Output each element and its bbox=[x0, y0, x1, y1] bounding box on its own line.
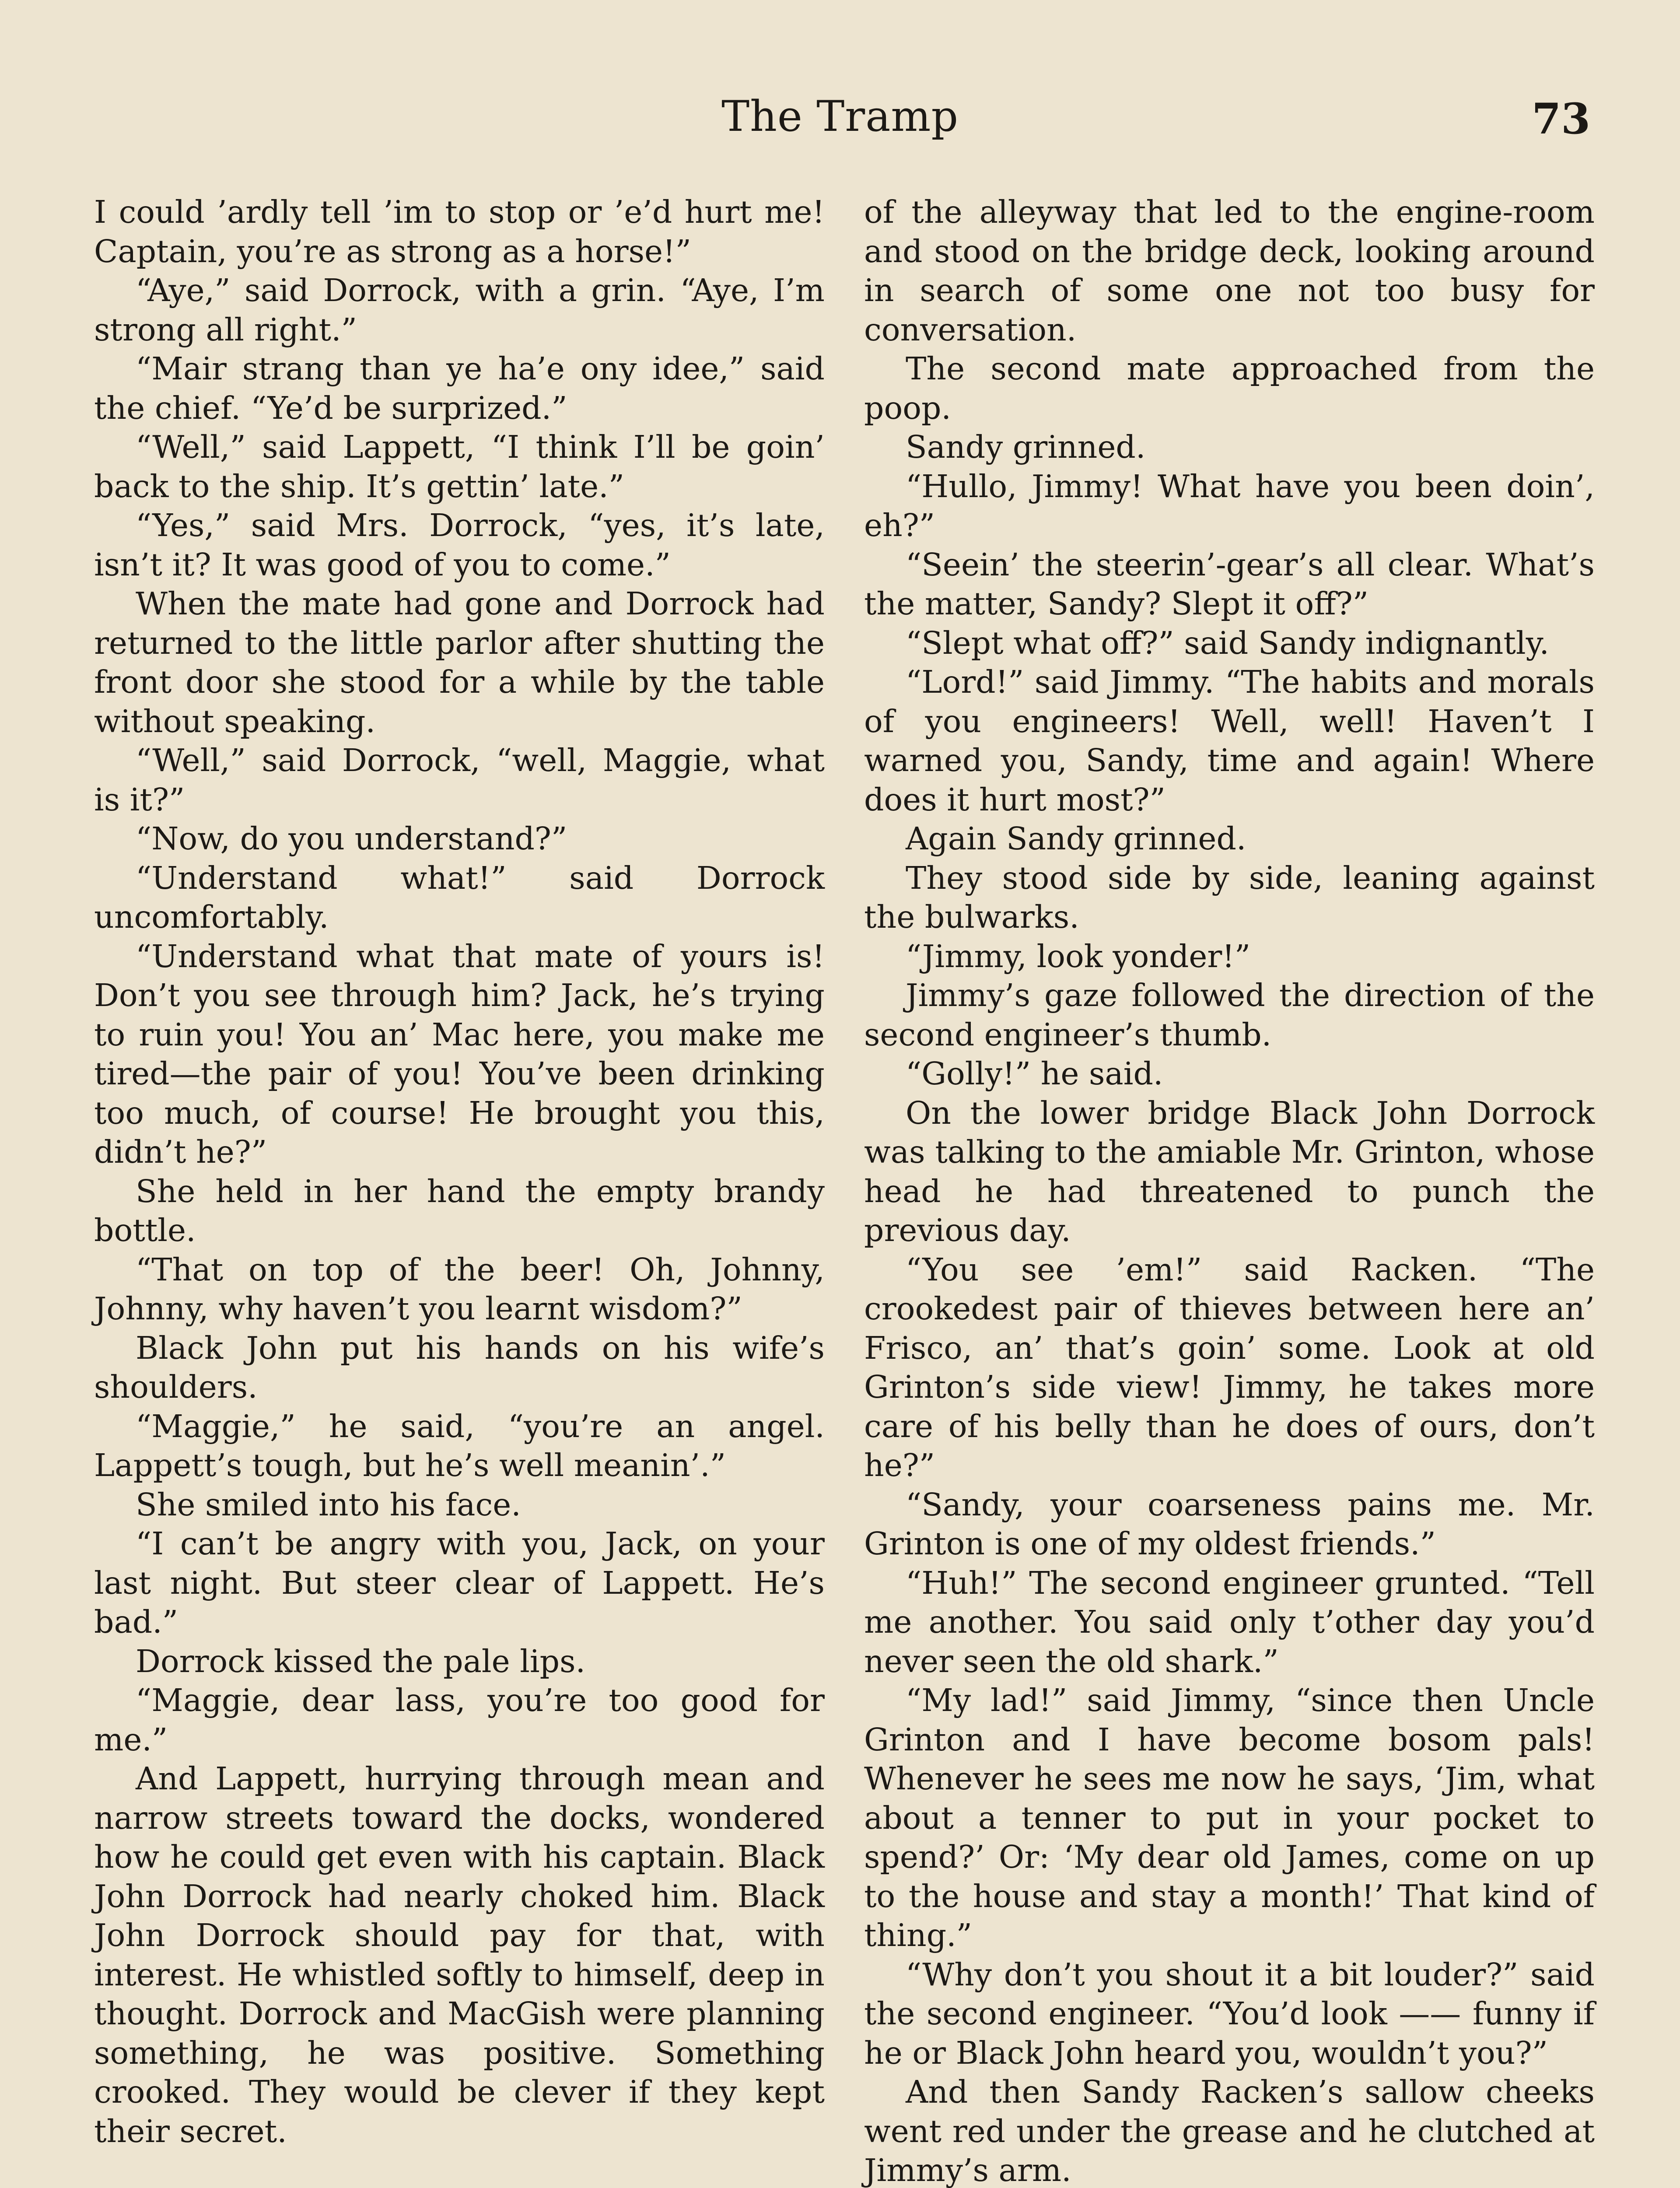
paragraph: “My lad!” said Jimmy, “since then Uncle Grinton and I have become bosom pals! Whenever he sees me now he says, ‘Jim, what about a tenner to put in your pocket to spend?’ Or: ‘My dear old James, come on up to the house and stay a month!’ That kind of thing.” bbox=[864, 1682, 1595, 1953]
paragraph: Sandy grinned. bbox=[906, 429, 1146, 465]
paragraph: “Mair strang than ye ha’e ony idee,” said the chief. “Ye’d be surprized.” bbox=[94, 351, 825, 426]
paragraph: “Jimmy, look yonder!” bbox=[906, 938, 1251, 975]
running-title: The Tramp bbox=[721, 92, 959, 141]
paragraph: “Sandy, your coarseness pains me. Mr. Grinton is one of my oldest friends.” bbox=[864, 1486, 1595, 1562]
paragraph: “You see ’em!” said Racken. “The crookedest pair of thieves between here an’ Frisco, an’ that’s goin’ some. Look at old Grinton’s side view! Jimmy, he takes more care of his belly than he does of ours, don’t he?” bbox=[864, 1251, 1595, 1483]
paragraph: “Understand what that mate of yours is! Don’t you see through him? Jack, he’s trying to ruin you! You an’ Mac here, you make me tired—the pair of you! You’ve been drinking too much, of course! He brought you this, didn’t he?” bbox=[94, 938, 825, 1170]
page-number: 73 bbox=[1532, 94, 1590, 144]
paragraph: of the alleyway that led to the engine-room and stood on the bridge deck, looking around in search of some one not too busy for conversation. bbox=[864, 194, 1595, 348]
paragraph: And then Sandy Racken’s sallow cheeks went red under the grease and he clutched at Jimmy’s arm. bbox=[864, 2074, 1595, 2188]
paragraph: Dorrock kissed the pale lips. bbox=[136, 1643, 586, 1680]
paragraph: She held in her hand the empty brandy bottle. bbox=[94, 1173, 825, 1248]
paragraph: And Lappett, hurrying through mean and narrow streets toward the docks, wondered how he could get even with his captain. Black John Dorrock had nearly choked him. Black John Dorrock should pay for that, with interest. He whistled softly to himself, deep in thought. Dorrock and MacGish were planning something, he was positive. Something crooked. They would be clever if they kept their secret. bbox=[94, 1760, 825, 2149]
paragraph: When the mate had gone and Dorrock had returned to the little parlor after shutting the front door she stood for a while by the table without speaking. bbox=[94, 586, 825, 740]
paragraph: Black John put his hands on his wife’s shoulders. bbox=[94, 1329, 825, 1405]
paragraph: “Aye,” said Dorrock, with a grin. “Aye, I’m strong all right.” bbox=[94, 272, 825, 348]
paragraph: “I can’t be angry with you, Jack, on your last night. But steer clear of Lappett. He’s bad.” bbox=[94, 1525, 825, 1640]
paragraph: Jimmy’s gaze followed the direction of the second engineer’s thumb. bbox=[864, 977, 1595, 1053]
paragraph: They stood side by side, leaning against the bulwarks. bbox=[864, 859, 1595, 935]
paragraph: “Hullo, Jimmy! What have you been doin’, eh?” bbox=[864, 468, 1595, 543]
paragraph: On the lower bridge Black John Dorrock was talking to the amiable Mr. Grinton, whose head he had threatened to punch the previous day. bbox=[864, 1094, 1595, 1248]
paragraph: “Now, do you understand?” bbox=[136, 820, 567, 857]
paragraph: “Understand what!” said Dorrock uncomfortably. bbox=[94, 859, 825, 935]
left-column bbox=[94, 193, 825, 2188]
paragraph: “Slept what off?” said Sandy indignantly. bbox=[906, 624, 1549, 661]
right-column bbox=[864, 193, 1595, 2188]
paragraph: “Huh!” The second engineer grunted. “Tell me another. You said only t’other day you’d never seen the old shark.” bbox=[864, 1564, 1595, 1680]
paragraph: “Maggie, dear lass, you’re too good for me.” bbox=[94, 1682, 825, 1758]
paragraph: “That on top of the beer! Oh, Johnny, Johnny, why haven’t you learnt wisdom?” bbox=[94, 1251, 825, 1327]
paragraph: Again Sandy grinned. bbox=[906, 820, 1246, 857]
paragraph: “Seein’ the steerin’-gear’s all clear. What’s the matter, Sandy? Slept it off?” bbox=[864, 546, 1595, 622]
paragraph: The second mate approached from the poop. bbox=[864, 351, 1595, 426]
paragraph: I could ’ardly tell ’im to stop or ’e’d hurt me! Captain, you’re as strong as a horse!” bbox=[94, 194, 825, 270]
paragraph: “Well,” said Lappett, “I think I’ll be goin’ back to the ship. It’s gettin’ late.” bbox=[94, 429, 825, 505]
paragraph: “Maggie,” he said, “you’re an angel. Lappett’s tough, but he’s well meanin’.” bbox=[94, 1408, 825, 1483]
paragraph: “Well,” said Dorrock, “well, Maggie, what is it?” bbox=[94, 742, 825, 818]
paragraph: “Golly!” he said. bbox=[906, 1055, 1163, 1092]
paragraph: “Lord!” said Jimmy. “The habits and morals of you engineers! Well, well! Haven’t I warned you, Sandy, time and again! Where does it hurt most?” bbox=[864, 664, 1595, 818]
paragraph: “Yes,” said Mrs. Dorrock, “yes, it’s late, isn’t it? It was good of you to come.” bbox=[94, 507, 825, 583]
paragraph: “Why don’t you shout it a bit louder?” said the second engineer. “You’d look —— funny if he or Black John heard you, wouldn’t you?” bbox=[864, 1956, 1595, 2071]
paragraph: She smiled into his face. bbox=[136, 1486, 521, 1523]
